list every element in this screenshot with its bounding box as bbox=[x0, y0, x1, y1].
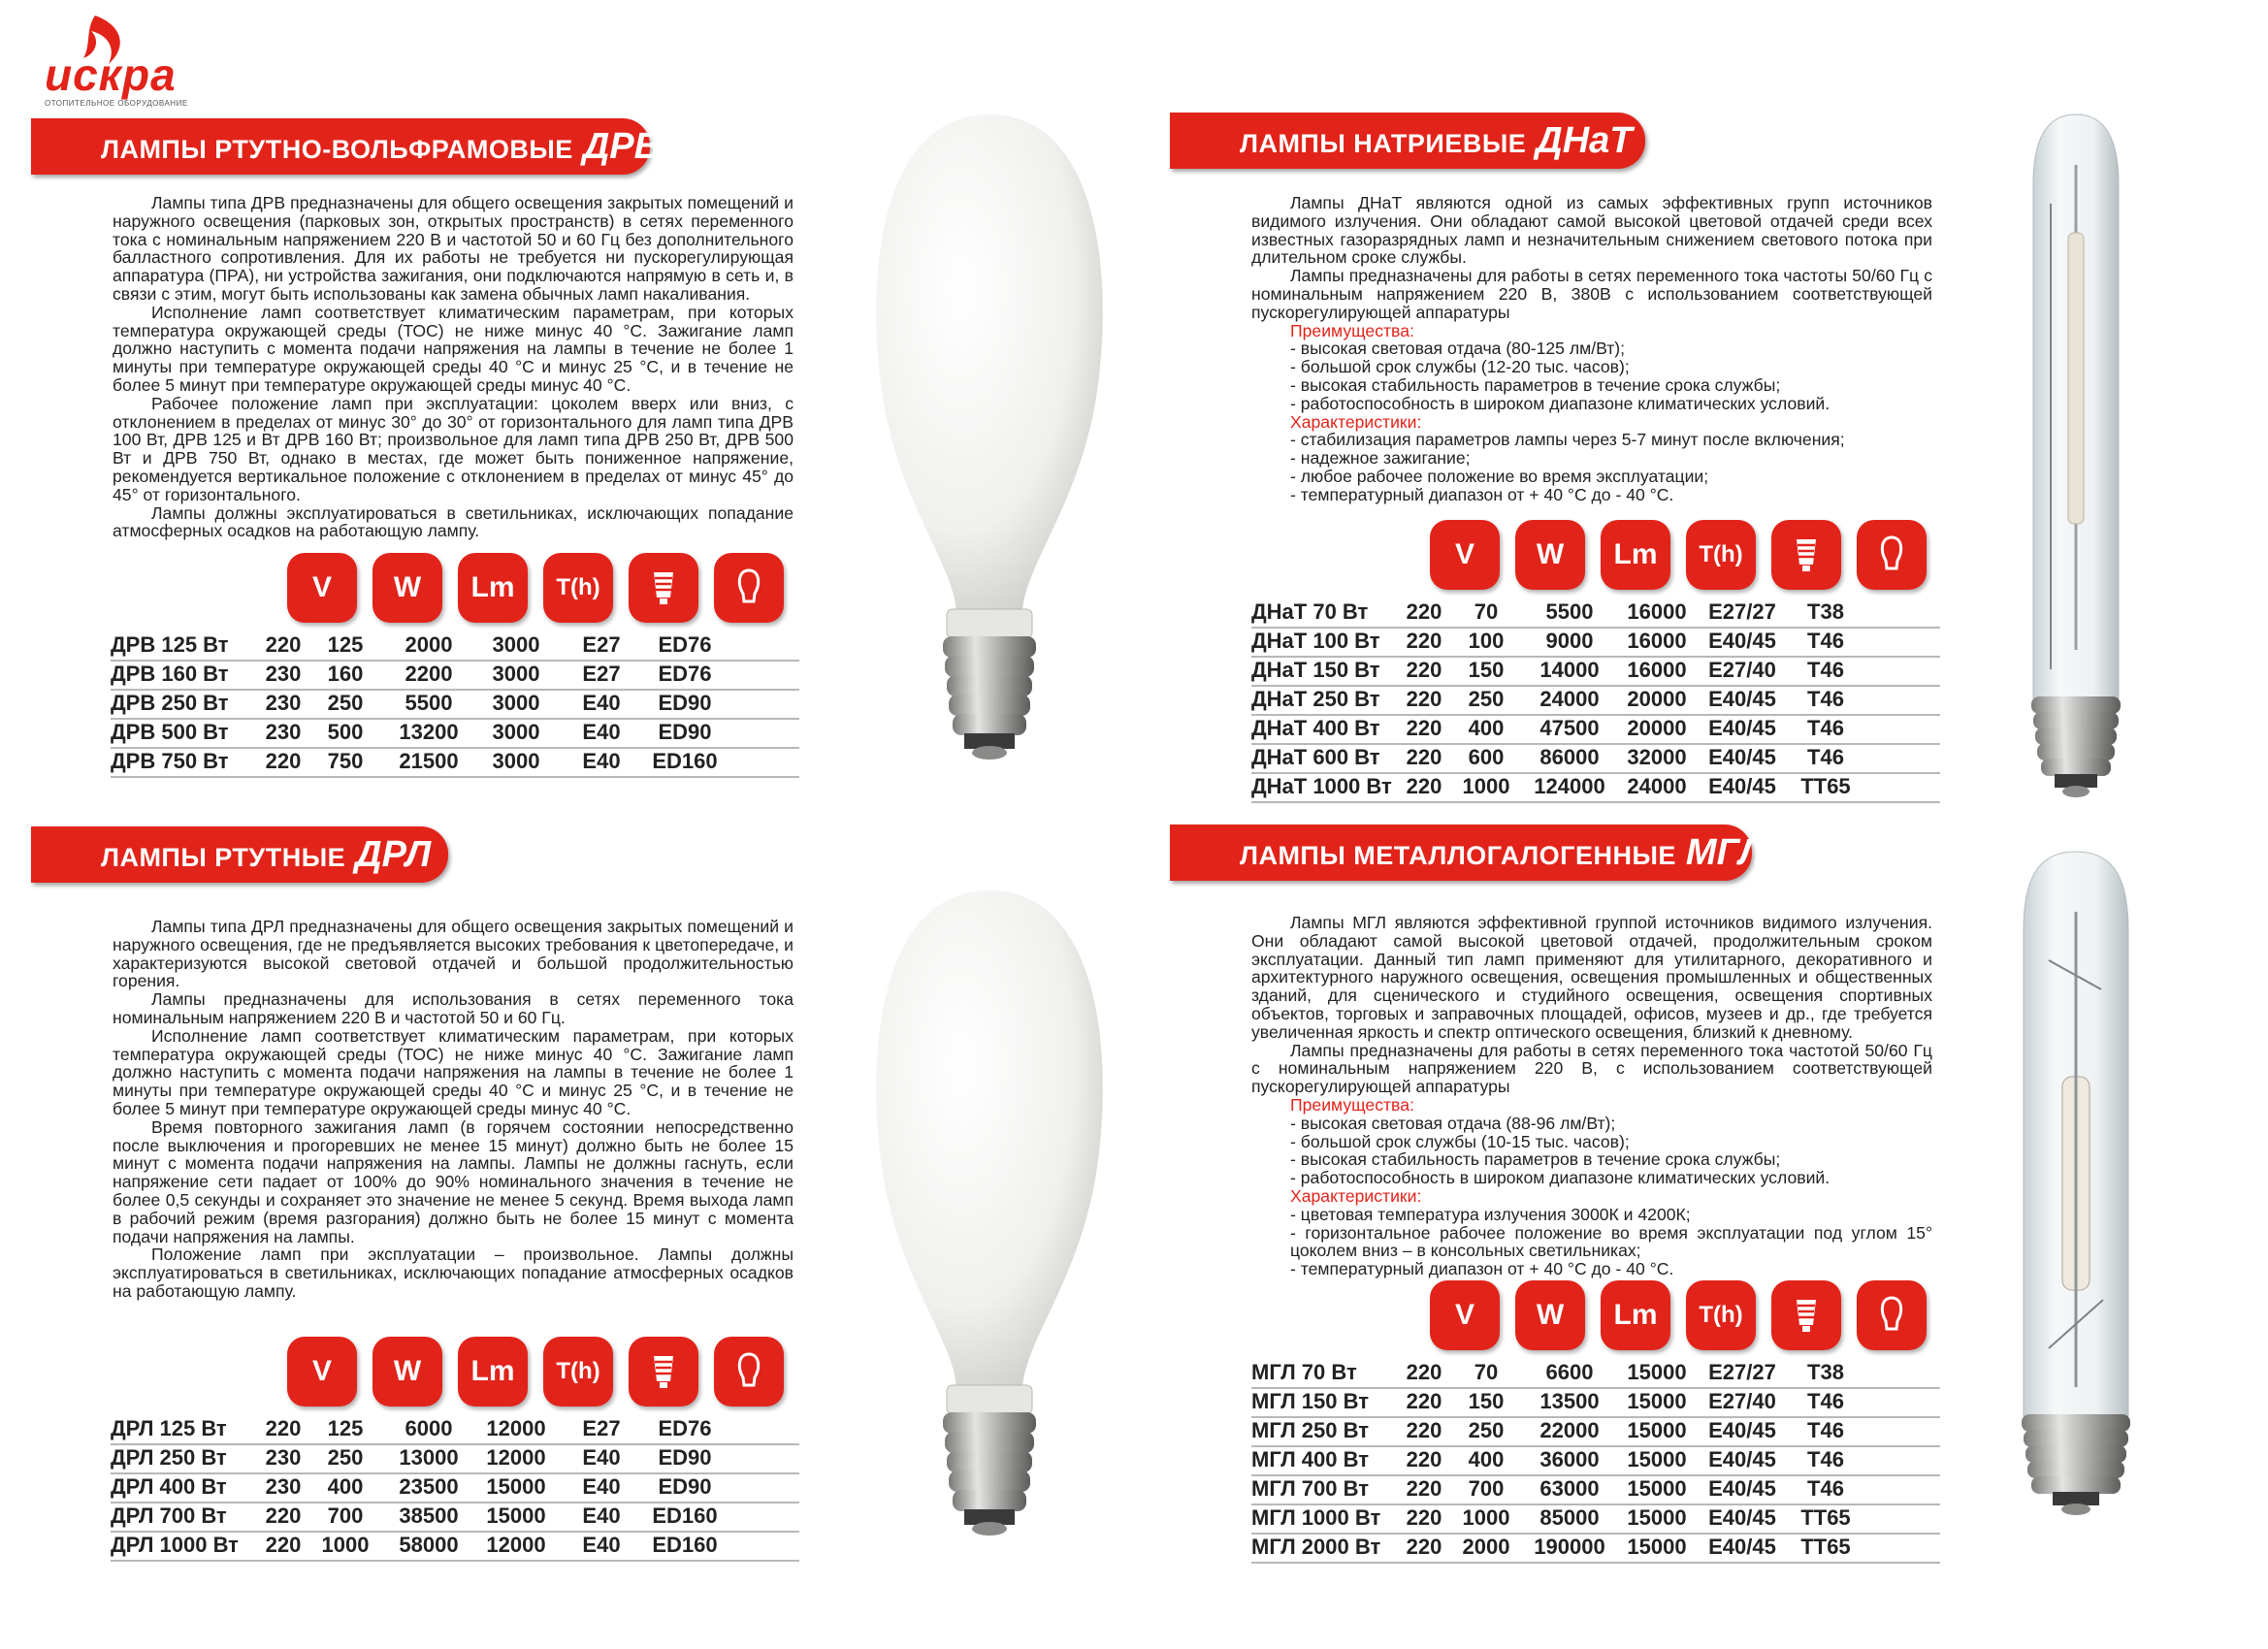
model-name: ДНаТ 250 Вт bbox=[1251, 687, 1380, 711]
spec-value: 220 bbox=[265, 749, 302, 773]
spec-value: 32000 bbox=[1627, 745, 1687, 769]
table-row bbox=[111, 1443, 799, 1474]
icon-label: T(h) bbox=[556, 574, 600, 600]
table-row bbox=[1251, 1358, 1940, 1389]
spec-value: 220 bbox=[1406, 1535, 1442, 1559]
table-row bbox=[111, 630, 799, 662]
lifetime-icon bbox=[543, 553, 613, 623]
drv-description bbox=[113, 194, 794, 540]
table-row bbox=[111, 1472, 799, 1504]
spec-value: 20000 bbox=[1627, 716, 1687, 740]
table-row bbox=[111, 660, 799, 691]
spec-value: E40/45 bbox=[1708, 774, 1776, 798]
spec-value: ED76 bbox=[658, 632, 712, 657]
spec-value: 15000 bbox=[1627, 1476, 1687, 1501]
spec-value: 250 bbox=[327, 691, 364, 715]
spec-value: 5500 bbox=[1545, 599, 1594, 624]
list-item: - стабилизация параметров лампы через 5-7 минут после включения; bbox=[1290, 430, 1845, 450]
model-name: ДНаТ 100 Вт bbox=[1251, 629, 1380, 653]
icon-label: Lm bbox=[470, 571, 515, 603]
spec-value: 150 bbox=[1468, 658, 1505, 682]
spec-value: 21500 bbox=[399, 749, 459, 773]
model-name: ДРЛ 250 Вт bbox=[111, 1445, 227, 1470]
spec-value: E40/45 bbox=[1708, 629, 1776, 653]
model-name: ДНаТ 70 Вт bbox=[1251, 599, 1369, 624]
spec-value: ED90 bbox=[658, 720, 712, 744]
model-name: МГЛ 1000 Вт bbox=[1251, 1505, 1381, 1530]
power-icon bbox=[1515, 1280, 1585, 1350]
luminous-flux-icon bbox=[458, 1337, 528, 1406]
voltage-icon bbox=[287, 553, 357, 623]
model-name: ДРВ 160 Вт bbox=[111, 662, 229, 686]
table-row bbox=[1251, 743, 1940, 774]
spec-value: 58000 bbox=[399, 1533, 459, 1557]
spec-value: 13500 bbox=[1539, 1389, 1600, 1413]
lamp-base-icon bbox=[629, 1337, 698, 1406]
spec-value: E27 bbox=[582, 1416, 621, 1440]
features-title: Характеристики: bbox=[1290, 1185, 1422, 1206]
table-row bbox=[1251, 685, 1940, 716]
icon-label: T(h) bbox=[1699, 1302, 1743, 1328]
icon-label: W bbox=[1536, 538, 1565, 570]
table-row bbox=[1251, 1533, 1940, 1564]
list-item: - температурный диапазон от + 40 °С до - 40 °С. bbox=[1290, 484, 1674, 504]
list-item: - температурный диапазон от + 40 °С до - 40 °С. bbox=[1290, 1259, 1674, 1279]
paragraph: Лампы ДНаТ являются одной из самых эффективных групп источников видимого излучения. Они обладают самой высокой цветовой отдачей среди всех известных газоразрядных ламп и незначительным снижением светового потока при длительном сроке службы. bbox=[1251, 193, 1932, 268]
spec-value: 20000 bbox=[1627, 687, 1687, 711]
table-row bbox=[111, 1531, 799, 1562]
model-name: ДРВ 250 Вт bbox=[111, 691, 229, 715]
table-row bbox=[1251, 1504, 1940, 1535]
paragraph: Лампы предназначены для использования в сетях переменного тока номинальным напряжением 220 В и частотой 50 и 60 Гц. bbox=[113, 989, 794, 1027]
list-item: - высокая световая отдача (88-96 лм/Вт); bbox=[1290, 1113, 1616, 1133]
list-item: - большой срок службы (10-15 тыс. часов); bbox=[1290, 1131, 1630, 1151]
spec-value: 220 bbox=[1406, 716, 1442, 740]
spec-value: 16000 bbox=[1627, 629, 1687, 653]
table-row bbox=[111, 1414, 799, 1445]
spec-value: TT65 bbox=[1800, 774, 1851, 798]
table-row bbox=[111, 747, 799, 778]
lifetime-icon bbox=[1686, 520, 1756, 590]
spec-value: TT65 bbox=[1800, 1505, 1851, 1530]
list-item: - работоспособность в широком диапазоне климатических условий. bbox=[1290, 1168, 1831, 1188]
paragraph: Лампы должны эксплуатироваться в светильниках, исключающих попадание атмосферных осадков на работающую лампу. bbox=[113, 502, 794, 541]
model-name: ДРВ 500 Вт bbox=[111, 720, 229, 744]
icon-label: Lm bbox=[1613, 1299, 1658, 1331]
paragraph: Время повторного зажигания ламп (в горячем состоянии непосредственно после выключения и прогоревших не менее 15 минут) должно быть не более 15 минут с момента подачи напряжения на лампы. Лампы не должны гаснуть, если напряжение сети падает от 100% до 90% номинального значения в течение не более 0,5 секунды и сохраняет это значение не менее 5 секунд. Время выхода ламп в рабочий режим (время разгорания) должно быть не более 15 минут с момента подачи напряжения на лампы. bbox=[113, 1116, 794, 1246]
spec-value: 600 bbox=[1468, 745, 1505, 769]
table-row bbox=[1251, 656, 1940, 687]
spec-value: E40/45 bbox=[1708, 687, 1776, 711]
banner-title: ЛАМПЫ РТУТНЫЕ bbox=[101, 842, 346, 872]
spec-value: 16000 bbox=[1627, 658, 1687, 682]
spec-value: E40/45 bbox=[1708, 716, 1776, 740]
mgl-lamp-image bbox=[1994, 844, 2157, 1542]
spec-value: T46 bbox=[1807, 1389, 1844, 1413]
spec-value: 3000 bbox=[492, 691, 540, 715]
spec-value: 15000 bbox=[486, 1474, 546, 1499]
spec-value: 230 bbox=[265, 1474, 302, 1499]
spec-value: 230 bbox=[265, 662, 302, 686]
spec-value: 15000 bbox=[1627, 1447, 1687, 1471]
section-banner bbox=[1170, 824, 1765, 881]
icon-label: W bbox=[393, 571, 422, 603]
spec-value: 220 bbox=[1406, 687, 1442, 711]
list-item: - работоспособность в широком диапазоне климатических условий. bbox=[1290, 393, 1831, 413]
spec-value: 3000 bbox=[492, 749, 540, 773]
spec-value: 230 bbox=[265, 691, 302, 715]
banner-title: ЛАМПЫ РТУТНО-ВОЛЬФРАМОВЫЕ bbox=[101, 134, 573, 164]
voltage-icon bbox=[1430, 520, 1500, 590]
spec-value: 750 bbox=[327, 749, 364, 773]
icon-label: W bbox=[1536, 1299, 1565, 1331]
spec-value: 2000 bbox=[405, 632, 453, 657]
spec-value: ED160 bbox=[652, 1504, 718, 1528]
list-item: - любое рабочее положение во время эксплуатации; bbox=[1290, 466, 1709, 486]
lamp-base-icon bbox=[1771, 1280, 1841, 1350]
model-name: ДРВ 125 Вт bbox=[111, 632, 229, 657]
spec-value: 124000 bbox=[1534, 774, 1605, 798]
drv-lamp-image bbox=[844, 107, 1135, 805]
icon-label: V bbox=[311, 571, 332, 603]
mgl-icon-row bbox=[1430, 1280, 1954, 1356]
paragraph: Лампы предназначены для работы в сетях переменного тока частотой 50/60 Гц с номинальным напряжением 220 В, с использованием соответствующей пускорегулирующей аппаратуры bbox=[1251, 1040, 1932, 1097]
spec-value: 24000 bbox=[1539, 687, 1600, 711]
table-row bbox=[1251, 1416, 1940, 1447]
list-item: - высокая стабильность параметров в течение срока службы; bbox=[1290, 1149, 1781, 1170]
model-name: ДНаТ 150 Вт bbox=[1251, 658, 1380, 682]
spec-value: 250 bbox=[1468, 1418, 1505, 1442]
spec-value: E27/27 bbox=[1708, 1360, 1776, 1384]
spec-value: 86000 bbox=[1539, 745, 1600, 769]
spec-value: T46 bbox=[1807, 658, 1844, 682]
list-item: - высокая световая отдача (80-125 лм/Вт); bbox=[1290, 339, 1626, 359]
spec-value: 3000 bbox=[492, 662, 540, 686]
spec-value: E40 bbox=[582, 720, 621, 744]
spec-value: 400 bbox=[1468, 716, 1505, 740]
spec-value: ED90 bbox=[658, 1474, 712, 1499]
spec-value: E40 bbox=[582, 1504, 621, 1528]
table-row bbox=[111, 718, 799, 749]
spec-value: 230 bbox=[265, 720, 302, 744]
spec-value: T46 bbox=[1807, 716, 1844, 740]
banner-title: ЛАМПЫ МЕТАЛЛОГАЛОГЕННЫЕ bbox=[1240, 840, 1676, 870]
model-name: МГЛ 400 Вт bbox=[1251, 1447, 1369, 1471]
spec-value: 1000 bbox=[321, 1533, 370, 1557]
spec-value: E27/27 bbox=[1708, 599, 1776, 624]
model-name: ДРВ 750 Вт bbox=[111, 749, 229, 773]
table-row bbox=[1251, 772, 1940, 803]
advantages-title: Преимущества: bbox=[1290, 1094, 1414, 1115]
spec-value: 14000 bbox=[1539, 658, 1600, 682]
spec-value: ED160 bbox=[652, 1533, 718, 1557]
spec-value: 220 bbox=[1406, 1360, 1442, 1384]
spec-value: E27 bbox=[582, 662, 621, 686]
spec-value: 3000 bbox=[492, 720, 540, 744]
voltage-icon bbox=[287, 1337, 357, 1406]
spec-value: T46 bbox=[1807, 687, 1844, 711]
lifetime-icon bbox=[543, 1337, 613, 1406]
spec-value: 15000 bbox=[1627, 1535, 1687, 1559]
model-name: ДРЛ 700 Вт bbox=[111, 1504, 227, 1528]
spec-value: 16000 bbox=[1627, 599, 1687, 624]
table-row bbox=[1251, 714, 1940, 745]
spec-value: T46 bbox=[1807, 1418, 1844, 1442]
spec-value: 220 bbox=[1406, 1505, 1442, 1530]
model-name: МГЛ 70 Вт bbox=[1251, 1360, 1357, 1384]
paragraph: Лампы типа ДРВ предназначены для общего освещения закрытых помещений и наружного освещения (парковых зон, открытых пространств) в сетях переменного тока с номинальным напряжением 220 В и частотой 50 и 60 Гц без дополнительного балластного сопротивления. Для их работы не требуется ни пускорегулирующая аппаратура (ПРА), ни устройства зажигания, они подключаются напрямую в сеть и, в связи с этим, могут быть использованы как замена обычных ламп накаливания. bbox=[113, 193, 794, 304]
icon-label: T(h) bbox=[1699, 541, 1743, 567]
spec-value: 400 bbox=[1468, 1447, 1505, 1471]
spec-value: 230 bbox=[265, 1445, 302, 1470]
spec-value: 125 bbox=[327, 632, 364, 657]
spec-value: E40/45 bbox=[1708, 1505, 1776, 1530]
table-row bbox=[1251, 627, 1940, 658]
spec-value: E40 bbox=[582, 1474, 621, 1499]
paragraph: Лампы МГЛ являются эффективной группой источников видимого излучения. Они обладают самой высокой цветовой отдачей, продолжительным сроком эксплуатации. Данный тип ламп применяют для утилитарного, декоративного и архитектурного наружного освещения, освещения промышленных и общественных зданий, для сценического и студийного освещения, освещения спортивных объектов, торговых и заправочных площадей, офисов, музеев и др., где требуется увеличенная яркость и спектр оптического освещения, близкий к дневному. bbox=[1251, 913, 1932, 1042]
spec-value: 220 bbox=[1406, 629, 1442, 653]
spec-value: 160 bbox=[327, 662, 364, 686]
spec-value: 12000 bbox=[486, 1416, 546, 1440]
spec-value: 15000 bbox=[1627, 1505, 1687, 1530]
lamp-base-icon bbox=[1771, 520, 1841, 590]
banner-code: ДНаТ bbox=[1536, 119, 1633, 161]
spec-value: 150 bbox=[1468, 1389, 1505, 1413]
spec-value: 2200 bbox=[405, 662, 453, 686]
spec-value: ED90 bbox=[658, 691, 712, 715]
spec-value: 5500 bbox=[405, 691, 453, 715]
icon-label: W bbox=[393, 1355, 422, 1387]
spec-value: 24000 bbox=[1627, 774, 1687, 798]
table-row bbox=[111, 1502, 799, 1533]
power-icon bbox=[1515, 520, 1585, 590]
luminous-flux-icon bbox=[458, 553, 528, 623]
spec-value: E40 bbox=[582, 1445, 621, 1470]
luminous-flux-icon bbox=[1601, 520, 1670, 590]
spec-value: E27 bbox=[582, 632, 621, 657]
spec-value: 9000 bbox=[1545, 629, 1594, 653]
table-row bbox=[1251, 1474, 1940, 1505]
list-item: - горизонтальное рабочее положение во время эксплуатации под углом 15° цоколем вниз – в консольных светильниках; bbox=[1290, 1222, 1932, 1261]
model-name: МГЛ 150 Вт bbox=[1251, 1389, 1369, 1413]
model-name: ДНаТ 600 Вт bbox=[1251, 745, 1380, 769]
features-title: Характеристики: bbox=[1290, 411, 1422, 432]
spec-value: E40/45 bbox=[1708, 1535, 1776, 1559]
spec-value: TT65 bbox=[1800, 1535, 1851, 1559]
spec-value: 700 bbox=[1468, 1476, 1505, 1501]
spec-value: 15000 bbox=[1627, 1360, 1687, 1384]
model-name: МГЛ 700 Вт bbox=[1251, 1476, 1369, 1501]
spec-value: T46 bbox=[1807, 1476, 1844, 1501]
spec-value: T38 bbox=[1807, 1360, 1844, 1384]
spec-value: 400 bbox=[327, 1474, 364, 1499]
spec-value: E40 bbox=[582, 691, 621, 715]
spec-value: 220 bbox=[265, 1504, 302, 1528]
bulb-shape-icon bbox=[1857, 520, 1927, 590]
spec-value: 22000 bbox=[1539, 1418, 1600, 1442]
model-name: МГЛ 250 Вт bbox=[1251, 1418, 1369, 1442]
spec-value: 70 bbox=[1474, 599, 1499, 624]
lifetime-icon bbox=[1686, 1280, 1756, 1350]
model-name: ДРЛ 1000 Вт bbox=[111, 1533, 239, 1557]
table-row bbox=[111, 689, 799, 720]
spec-value: 500 bbox=[327, 720, 364, 744]
luminous-flux-icon bbox=[1601, 1280, 1670, 1350]
spec-value: 23500 bbox=[399, 1474, 459, 1499]
model-name: ДРЛ 400 Вт bbox=[111, 1474, 227, 1499]
list-item: - высокая стабильность параметров в течение срока службы; bbox=[1290, 374, 1781, 395]
spec-value: 220 bbox=[1406, 1418, 1442, 1442]
spec-value: 125 bbox=[327, 1416, 364, 1440]
spec-value: E40 bbox=[582, 1533, 621, 1557]
icon-label: V bbox=[311, 1355, 332, 1387]
list-item: - цветовая температура излучения 3000К и 4200К; bbox=[1290, 1204, 1691, 1224]
model-name: ДНаТ 1000 Вт bbox=[1251, 774, 1392, 798]
spec-value: 13000 bbox=[399, 1445, 459, 1470]
brand-name: искра bbox=[45, 49, 177, 100]
paragraph: Лампы типа ДРЛ предназначены для общего освещения закрытых помещений и наружного освещения, где не предъявляется высоких требования к цветопередаче, и характеризуются высокой световой отдачей и большой продолжительностью горения. bbox=[113, 917, 794, 991]
section-banner bbox=[31, 118, 662, 175]
spec-value: ED160 bbox=[652, 749, 718, 773]
banner-code: МГЛ bbox=[1685, 831, 1765, 873]
table-row bbox=[1251, 1445, 1940, 1476]
spec-value: 1000 bbox=[1462, 774, 1510, 798]
spec-value: 6600 bbox=[1545, 1360, 1594, 1384]
power-icon bbox=[373, 1337, 442, 1406]
spec-value: 100 bbox=[1468, 629, 1505, 653]
spec-value: 220 bbox=[1406, 774, 1442, 798]
spec-value: 70 bbox=[1474, 1360, 1499, 1384]
model-name: ДРЛ 125 Вт bbox=[111, 1416, 227, 1440]
lamp-base-icon bbox=[629, 553, 698, 623]
spec-value: 250 bbox=[1468, 687, 1505, 711]
spec-value: 220 bbox=[1406, 745, 1442, 769]
brand-tagline: ОТОПИТЕЛЬНОЕ ОБОРУДОВАНИЕ bbox=[45, 99, 188, 108]
spec-value: 3000 bbox=[492, 632, 540, 657]
spec-value: 36000 bbox=[1539, 1447, 1600, 1471]
spec-value: ED76 bbox=[658, 662, 712, 686]
bulb-shape-icon bbox=[1857, 1280, 1927, 1350]
advantages-title: Преимущества: bbox=[1290, 320, 1414, 340]
paragraph: Лампы предназначены для работы в сетях переменного тока частоты 50/60 Гц с номинальным напряжением 220 В, 380В с использованием соответствующей пускорегулирующей аппаратуры bbox=[1251, 266, 1932, 322]
icon-label: V bbox=[1454, 538, 1474, 570]
spec-value: 38500 bbox=[399, 1504, 459, 1528]
spec-value: 1000 bbox=[1462, 1505, 1510, 1530]
spec-value: 220 bbox=[265, 1416, 302, 1440]
spec-value: E27/40 bbox=[1708, 1389, 1776, 1413]
drl-description bbox=[113, 918, 794, 1301]
spec-value: E40 bbox=[582, 749, 621, 773]
spec-value: 700 bbox=[327, 1504, 364, 1528]
spec-value: E40/45 bbox=[1708, 1447, 1776, 1471]
spec-value: 220 bbox=[1406, 1447, 1442, 1471]
brand-logo bbox=[27, 12, 192, 108]
spec-value: 250 bbox=[327, 1445, 364, 1470]
power-icon bbox=[373, 553, 442, 623]
dnat-lamp-image bbox=[1998, 107, 2154, 805]
list-item: - надежное зажигание; bbox=[1290, 448, 1471, 469]
spec-value: 6000 bbox=[405, 1416, 453, 1440]
drv-icon-row bbox=[287, 553, 811, 629]
section-banner bbox=[1170, 113, 1645, 169]
dnat-icon-row bbox=[1430, 520, 1954, 596]
paragraph: Исполнение ламп соответствует климатическим параметрам, при которых температура окружающей среды (ТОС) не ниже минус 40 °С. Зажигание ламп должно наступить с момента подачи напряжения на лампы в течение не более 1 минуты при температуре окружающей среды 40 °С и минус 25 °С, и в течение не более 5 минут при температуре окружающей среды минус 40 °С. bbox=[113, 302, 794, 395]
spec-value: 63000 bbox=[1539, 1476, 1600, 1501]
spec-value: 15000 bbox=[1627, 1418, 1687, 1442]
spec-value: 47500 bbox=[1539, 716, 1600, 740]
icon-label: V bbox=[1454, 1299, 1474, 1331]
table-row bbox=[1251, 1387, 1940, 1418]
mgl-description bbox=[1251, 914, 1932, 1278]
voltage-icon bbox=[1430, 1280, 1500, 1350]
spec-value: 220 bbox=[1406, 1389, 1442, 1413]
spec-value: 220 bbox=[1406, 1476, 1442, 1501]
spec-value: 220 bbox=[1406, 599, 1442, 624]
icon-label: Lm bbox=[1613, 538, 1658, 570]
spec-value: E40/45 bbox=[1708, 1418, 1776, 1442]
icon-label: T(h) bbox=[556, 1358, 600, 1384]
spec-value: 220 bbox=[1406, 658, 1442, 682]
banner-code: ДРВ bbox=[582, 125, 662, 167]
model-name: ДНаТ 400 Вт bbox=[1251, 716, 1380, 740]
bulb-shape-icon bbox=[714, 1337, 784, 1406]
spec-value: 15000 bbox=[1627, 1389, 1687, 1413]
drl-icon-row bbox=[287, 1337, 811, 1412]
section-banner bbox=[31, 826, 448, 883]
spec-value: T46 bbox=[1807, 629, 1844, 653]
spec-value: T38 bbox=[1807, 599, 1844, 624]
list-item: - большой срок службы (12-20 тыс. часов); bbox=[1290, 357, 1630, 377]
spec-value: 220 bbox=[265, 632, 302, 657]
spec-value: 13200 bbox=[399, 720, 459, 744]
table-row bbox=[1251, 598, 1940, 629]
spec-value: ED90 bbox=[658, 1445, 712, 1470]
paragraph: Исполнение ламп соответствует климатическим параметрам, при которых температура окружающей среды (ТОС) не ниже минус 40 °С. Зажигание ламп должно наступить с момента подачи напряжения на лампы в течение не более 1 минуты при температуре окружающей среды 40 °С и минус 25 °С, и в течение не более 5 минут при температуре окружающей среды минус 40 °С. bbox=[113, 1025, 794, 1118]
paragraph: Положение ламп при эксплуатации – произвольное. Лампы должны эксплуатироваться в светильниках, исключающих попадание атмосферных осадков на работающую лампу. bbox=[113, 1245, 794, 1301]
spec-value: T46 bbox=[1807, 745, 1844, 769]
paragraph: Рабочее положение ламп при эксплуатации: цоколем вверх или вниз, с отклонением в пределах от минус 30° до 30° от горизонтального для ламп типа ДРВ 100 Вт, ДРВ 125 и Вт ДРВ 160 Вт; произвольное для ламп типа ДРВ 250 Вт, ДРВ 500 Вт и ДРВ 750 Вт, однако в местах, где может быть пониженное напряжение, рекомендуется вертикальное положение с отклонением в пределах от минус 45° до 45° от горизонтального. bbox=[113, 393, 794, 504]
spec-value: E40/45 bbox=[1708, 1476, 1776, 1501]
spec-value: E40/45 bbox=[1708, 745, 1776, 769]
spec-value: 85000 bbox=[1539, 1505, 1600, 1530]
drl-lamp-image bbox=[844, 883, 1135, 1581]
spec-value: 2000 bbox=[1462, 1535, 1510, 1559]
spec-value: 15000 bbox=[486, 1504, 546, 1528]
dnat-description bbox=[1251, 194, 1932, 504]
banner-code: ДРЛ bbox=[355, 833, 432, 875]
spec-value: ED76 bbox=[658, 1416, 712, 1440]
icon-label: Lm bbox=[470, 1355, 515, 1387]
spec-value: 220 bbox=[265, 1533, 302, 1557]
spec-value: 12000 bbox=[486, 1445, 546, 1470]
bulb-shape-icon bbox=[714, 553, 784, 623]
spec-value: 12000 bbox=[486, 1533, 546, 1557]
spec-value: T46 bbox=[1807, 1447, 1844, 1471]
spec-value: 190000 bbox=[1534, 1535, 1605, 1559]
model-name: МГЛ 2000 Вт bbox=[1251, 1535, 1381, 1559]
spec-value: E27/40 bbox=[1708, 658, 1776, 682]
banner-title: ЛАМПЫ НАТРИЕВЫЕ bbox=[1240, 128, 1527, 158]
